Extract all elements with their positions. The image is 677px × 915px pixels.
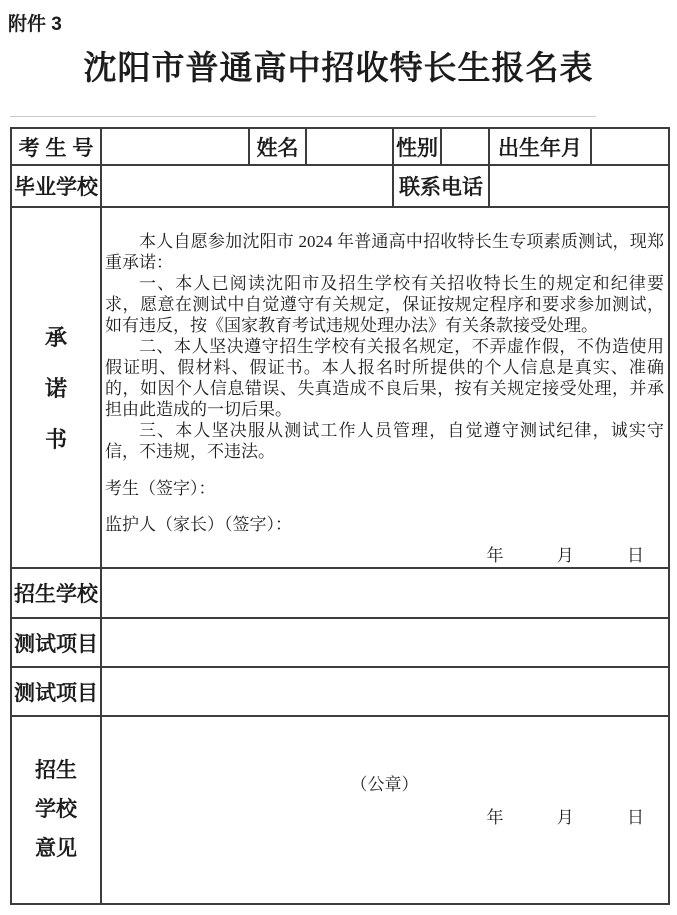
pledge-paragraph: 三、本人坚决服从测试工作人员管理，自觉遵守测试纪律，诚实守信，不违规，不违法。 <box>105 420 664 461</box>
date-year-label: 年 <box>486 808 504 827</box>
test-item-1-value-cell <box>101 618 669 667</box>
registration-form-table <box>10 127 670 905</box>
name-label: 姓名 <box>249 128 306 165</box>
guardian-signature-line: 监护人（家长）（签字）： <box>105 514 292 534</box>
recruit-school-value-cell <box>101 568 669 618</box>
row-school-opinion <box>11 716 669 904</box>
date-year-label: 年 <box>486 545 504 565</box>
date-day-label: 日 <box>627 808 644 827</box>
birth-label: 出生年月 <box>489 128 591 165</box>
phone-value-cell <box>489 165 669 207</box>
test-item-2-value-cell <box>101 667 669 716</box>
table-top-hairline <box>10 116 596 117</box>
test-item-2-label: 测试项目 <box>11 667 101 716</box>
row-pledge <box>11 207 669 568</box>
pledge-date-line <box>105 545 664 566</box>
opinion-date-line <box>105 807 664 828</box>
birth-value-cell <box>591 128 669 165</box>
row-school-phone <box>11 165 669 207</box>
date-day-label: 日 <box>627 545 644 565</box>
candidate-signature-line: 考生（签字）： <box>105 478 216 498</box>
page-title: 沈阳市普通高中招收特长生报名表 <box>83 49 594 86</box>
pledge-vertical-label <box>12 321 100 454</box>
date-month-label: 月 <box>556 808 574 827</box>
pledge-label-char: 书 <box>44 427 67 452</box>
exam-no-label: 考 生 号 <box>11 128 101 165</box>
opinion-label-line: 招生 <box>35 759 77 782</box>
opinion-label-cell <box>11 716 101 904</box>
pledge-paragraph: 二、本人坚决遵守招生学校有关报名规定，不弄虚作假，不伪造使用假证明、假材料、假证书。本人报名时所提供的个人信息是真实、准确的，如因个人信息错误、失真造成不良后果，按有关规定接受处理，并承担由此造成的一切后果。 <box>105 336 664 419</box>
opinion-label-line: 学校 <box>35 798 77 821</box>
opinion-content-cell <box>101 716 669 904</box>
test-item-1-label: 测试项目 <box>11 618 101 667</box>
pledge-label-char: 诺 <box>44 376 67 401</box>
attachment-label: 附件 3 <box>8 14 62 35</box>
pledge-label-char: 承 <box>44 325 67 350</box>
recruit-school-label: 招生学校 <box>11 568 101 618</box>
grad-school-value-cell <box>101 165 393 207</box>
gender-value-cell <box>441 128 489 165</box>
pledge-label-cell <box>11 207 101 568</box>
gender-label: 性别 <box>393 128 441 165</box>
phone-label: 联系电话 <box>393 165 489 207</box>
pledge-paragraph: 本人自愿参加沈阳市 2024 年普通高中招收特长生专项素质测试，现郑重承诺： <box>105 231 664 272</box>
row-identity <box>11 128 669 165</box>
grad-school-label: 毕业学校 <box>11 165 101 207</box>
name-value-cell <box>306 128 393 165</box>
pledge-paragraph: 一、本人已阅读沈阳市及招生学校有关招收特长生的规定和纪律要求，愿意在测试中自觉遵守有关规定，保证按规定程序和要求参加测试，如有违反，按《国家教育考试违规处理办法》有关条款接受处理。 <box>105 273 664 335</box>
official-seal-placeholder: （公章） <box>350 775 419 794</box>
exam-no-value-cell <box>101 128 249 165</box>
row-test-item-2 <box>11 667 669 716</box>
pledge-content-cell <box>101 207 669 568</box>
date-month-label: 月 <box>556 545 574 565</box>
opinion-vertical-label <box>12 760 100 860</box>
row-test-item-1 <box>11 618 669 667</box>
opinion-label-line: 意见 <box>35 837 77 860</box>
row-recruit-school <box>11 568 669 618</box>
